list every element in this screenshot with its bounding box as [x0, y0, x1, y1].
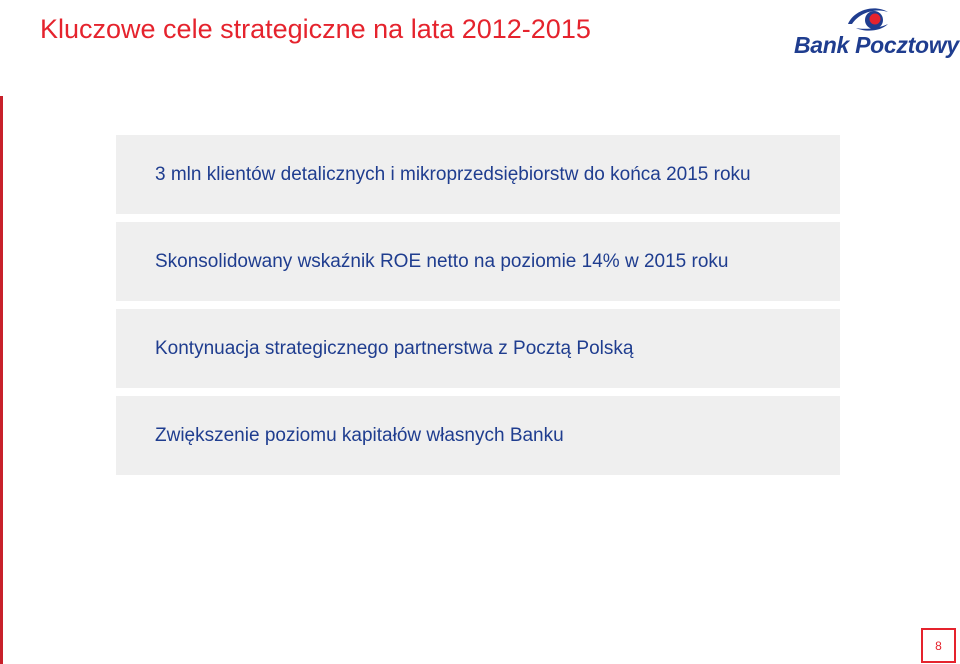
goal-item: Kontynuacja strategicznego partnerstwa z Pocztą Polską [116, 309, 840, 388]
goal-item: Zwiększenie poziomu kapitałów własnych Banku [116, 396, 840, 475]
slide-title: Kluczowe cele strategiczne na lata 2012-2015 [40, 14, 591, 44]
strategic-goals-list [116, 135, 840, 483]
left-accent-rule [0, 96, 3, 664]
page-number: 8 [921, 628, 956, 663]
bank-pocztowy-logo-icon [846, 6, 890, 34]
logo-text: Bank Pocztowy [794, 32, 959, 58]
goal-item: 3 mln klientów detalicznych i mikroprzedsiębiorstw do końca 2015 roku [116, 135, 840, 214]
goal-item: Skonsolidowany wskaźnik ROE netto na poziomie 14% w 2015 roku [116, 222, 840, 301]
bank-pocztowy-logo [792, 6, 959, 58]
